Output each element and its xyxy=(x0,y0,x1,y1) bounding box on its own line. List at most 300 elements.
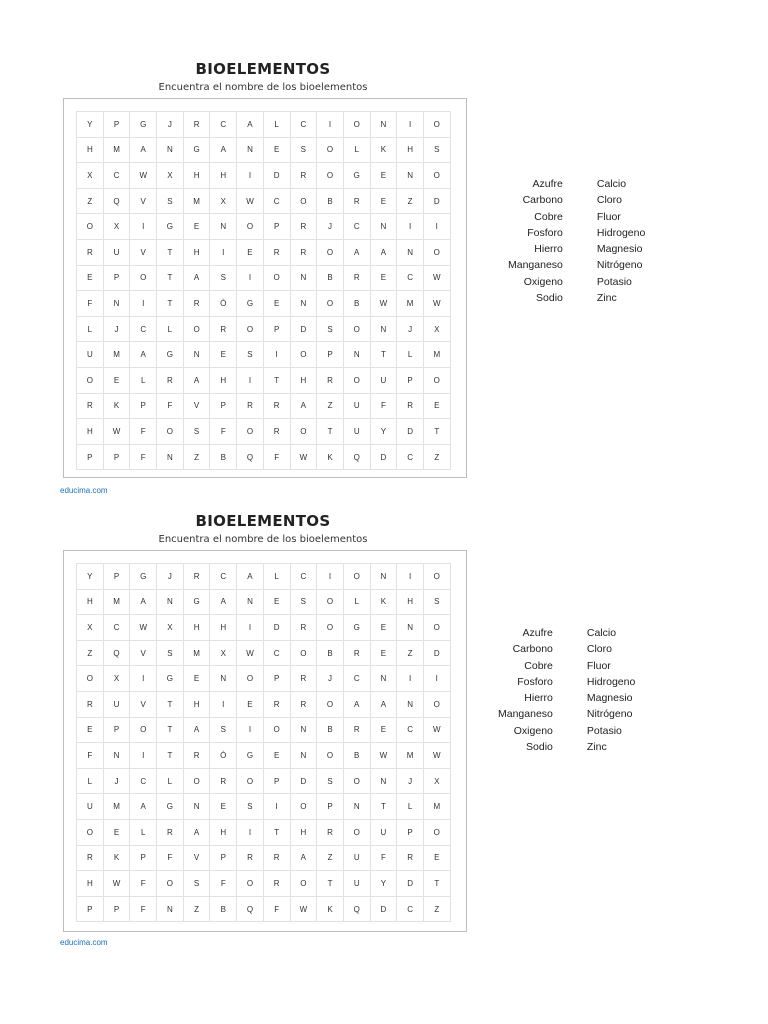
grid-cell[interactable]: N xyxy=(397,615,424,641)
grid-cell[interactable]: I xyxy=(210,240,237,266)
grid-cell[interactable]: A xyxy=(291,394,318,420)
grid-cell[interactable]: T xyxy=(317,419,344,445)
grid-cell[interactable]: R xyxy=(291,163,318,189)
grid-cell[interactable]: R xyxy=(317,820,344,846)
source-link[interactable]: educima.com xyxy=(60,938,108,947)
grid-cell[interactable]: N xyxy=(184,794,211,820)
grid-cell[interactable]: O xyxy=(424,240,451,266)
grid-cell[interactable]: O xyxy=(291,342,318,368)
grid-cell[interactable]: U xyxy=(344,846,371,872)
grid-cell[interactable]: J xyxy=(157,564,184,590)
grid-cell[interactable]: N xyxy=(371,112,398,138)
grid-cell[interactable]: O xyxy=(264,266,291,292)
grid-cell[interactable]: S xyxy=(210,718,237,744)
grid-cell[interactable]: F xyxy=(77,291,104,317)
grid-cell[interactable]: S xyxy=(157,189,184,215)
grid-cell[interactable]: O xyxy=(130,266,157,292)
grid-cell[interactable]: O xyxy=(291,794,318,820)
grid-cell[interactable]: D xyxy=(264,163,291,189)
grid-cell[interactable]: J xyxy=(317,214,344,240)
grid-cell[interactable]: N xyxy=(157,897,184,923)
grid-cell[interactable]: W xyxy=(371,291,398,317)
grid-cell[interactable]: D xyxy=(424,641,451,667)
grid-cell[interactable]: O xyxy=(237,419,264,445)
grid-cell[interactable]: X xyxy=(104,666,131,692)
grid-cell[interactable]: I xyxy=(237,266,264,292)
grid-cell[interactable]: P xyxy=(264,769,291,795)
grid-cell[interactable]: O xyxy=(424,564,451,590)
grid-cell[interactable]: W xyxy=(104,871,131,897)
grid-cell[interactable]: C xyxy=(264,189,291,215)
grid-cell[interactable]: G xyxy=(344,163,371,189)
grid-cell[interactable]: E xyxy=(210,794,237,820)
grid-cell[interactable]: R xyxy=(397,846,424,872)
grid-cell[interactable]: E xyxy=(264,743,291,769)
grid-cell[interactable]: N xyxy=(371,666,398,692)
grid-cell[interactable]: T xyxy=(264,368,291,394)
grid-cell[interactable]: F xyxy=(130,897,157,923)
grid-cell[interactable]: L xyxy=(344,138,371,164)
grid-cell[interactable]: N xyxy=(291,718,318,744)
grid-cell[interactable]: V xyxy=(130,189,157,215)
grid-cell[interactable]: E xyxy=(371,615,398,641)
grid-cell[interactable]: E xyxy=(184,666,211,692)
grid-cell[interactable]: R xyxy=(344,189,371,215)
grid-cell[interactable]: H xyxy=(210,615,237,641)
grid-cell[interactable]: T xyxy=(317,871,344,897)
grid-cell[interactable]: O xyxy=(344,820,371,846)
grid-cell[interactable]: Z xyxy=(77,641,104,667)
grid-cell[interactable]: B xyxy=(317,718,344,744)
grid-cell[interactable]: E xyxy=(371,189,398,215)
grid-cell[interactable]: W xyxy=(424,291,451,317)
grid-cell[interactable]: C xyxy=(210,564,237,590)
grid-cell[interactable]: P xyxy=(264,317,291,343)
grid-cell[interactable]: T xyxy=(157,240,184,266)
grid-cell[interactable]: Z xyxy=(397,641,424,667)
grid-cell[interactable]: U xyxy=(344,871,371,897)
grid-cell[interactable]: R xyxy=(157,820,184,846)
grid-cell[interactable]: O xyxy=(317,743,344,769)
grid-cell[interactable]: S xyxy=(424,590,451,616)
grid-cell[interactable]: L xyxy=(397,342,424,368)
grid-cell[interactable]: C xyxy=(344,666,371,692)
grid-cell[interactable]: O xyxy=(344,368,371,394)
grid-cell[interactable]: R xyxy=(237,846,264,872)
grid-cell[interactable]: Q xyxy=(104,189,131,215)
grid-cell[interactable]: J xyxy=(397,769,424,795)
grid-cell[interactable]: F xyxy=(264,445,291,471)
grid-cell[interactable]: X xyxy=(210,189,237,215)
grid-cell[interactable]: J xyxy=(104,769,131,795)
grid-cell[interactable]: P xyxy=(317,342,344,368)
grid-cell[interactable]: R xyxy=(291,666,318,692)
grid-cell[interactable]: O xyxy=(424,163,451,189)
grid-cell[interactable]: S xyxy=(184,871,211,897)
grid-cell[interactable]: E xyxy=(184,214,211,240)
grid-cell[interactable]: A xyxy=(130,342,157,368)
grid-cell[interactable]: O xyxy=(317,240,344,266)
grid-cell[interactable]: E xyxy=(264,138,291,164)
grid-cell[interactable]: B xyxy=(344,291,371,317)
grid-cell[interactable]: D xyxy=(264,615,291,641)
grid-cell[interactable]: W xyxy=(130,163,157,189)
grid-cell[interactable]: N xyxy=(104,291,131,317)
grid-cell[interactable]: P xyxy=(104,718,131,744)
grid-cell[interactable]: B xyxy=(344,743,371,769)
grid-cell[interactable]: Z xyxy=(184,897,211,923)
grid-cell[interactable]: S xyxy=(237,794,264,820)
grid-cell[interactable]: R xyxy=(344,641,371,667)
grid-cell[interactable]: P xyxy=(210,846,237,872)
grid-cell[interactable]: G xyxy=(157,214,184,240)
grid-cell[interactable]: R xyxy=(291,214,318,240)
grid-cell[interactable]: N xyxy=(291,291,318,317)
grid-cell[interactable]: D xyxy=(371,445,398,471)
grid-cell[interactable]: R xyxy=(264,692,291,718)
grid-cell[interactable]: I xyxy=(130,743,157,769)
grid-cell[interactable]: E xyxy=(77,718,104,744)
grid-cell[interactable]: W xyxy=(424,266,451,292)
grid-cell[interactable]: P xyxy=(397,820,424,846)
source-link[interactable]: educima.com xyxy=(60,486,108,495)
grid-cell[interactable]: B xyxy=(317,189,344,215)
grid-cell[interactable]: N xyxy=(397,163,424,189)
grid-cell[interactable]: S xyxy=(291,138,318,164)
grid-cell[interactable]: I xyxy=(237,163,264,189)
grid-cell[interactable]: U xyxy=(104,692,131,718)
grid-cell[interactable]: I xyxy=(130,291,157,317)
grid-cell[interactable]: O xyxy=(157,419,184,445)
grid-cell[interactable]: H xyxy=(184,163,211,189)
grid-cell[interactable]: M xyxy=(184,189,211,215)
grid-cell[interactable]: R xyxy=(77,692,104,718)
grid-cell[interactable]: N xyxy=(157,138,184,164)
grid-cell[interactable]: E xyxy=(371,718,398,744)
grid-cell[interactable]: O xyxy=(157,871,184,897)
grid-cell[interactable]: S xyxy=(317,317,344,343)
grid-cell[interactable]: W xyxy=(424,743,451,769)
grid-cell[interactable]: I xyxy=(264,342,291,368)
grid-cell[interactable]: L xyxy=(264,112,291,138)
grid-cell[interactable]: W xyxy=(130,615,157,641)
grid-cell[interactable]: T xyxy=(157,743,184,769)
grid-cell[interactable]: H xyxy=(184,692,211,718)
grid-cell[interactable]: K xyxy=(371,138,398,164)
grid-cell[interactable]: F xyxy=(157,394,184,420)
grid-cell[interactable]: I xyxy=(424,214,451,240)
grid-cell[interactable]: M xyxy=(104,590,131,616)
grid-cell[interactable]: C xyxy=(397,718,424,744)
grid-cell[interactable]: W xyxy=(291,445,318,471)
grid-cell[interactable]: O xyxy=(317,692,344,718)
grid-cell[interactable]: D xyxy=(291,769,318,795)
grid-cell[interactable]: I xyxy=(237,718,264,744)
grid-cell[interactable]: Q xyxy=(344,445,371,471)
grid-cell[interactable]: H xyxy=(77,871,104,897)
grid-cell[interactable]: R xyxy=(397,394,424,420)
grid-cell[interactable]: V xyxy=(130,240,157,266)
grid-cell[interactable]: W xyxy=(237,641,264,667)
grid-cell[interactable]: P xyxy=(104,897,131,923)
grid-cell[interactable]: G xyxy=(157,794,184,820)
grid-cell[interactable]: N xyxy=(184,342,211,368)
grid-cell[interactable]: C xyxy=(130,769,157,795)
grid-cell[interactable]: R xyxy=(264,419,291,445)
grid-cell[interactable]: D xyxy=(291,317,318,343)
grid-cell[interactable]: R xyxy=(291,615,318,641)
grid-cell[interactable]: E xyxy=(104,820,131,846)
grid-cell[interactable]: H xyxy=(291,368,318,394)
grid-cell[interactable]: T xyxy=(157,718,184,744)
grid-cell[interactable]: O xyxy=(237,871,264,897)
grid-cell[interactable]: R xyxy=(210,317,237,343)
grid-cell[interactable]: C xyxy=(130,317,157,343)
grid-cell[interactable]: O xyxy=(264,718,291,744)
grid-cell[interactable]: H xyxy=(397,590,424,616)
grid-cell[interactable]: Z xyxy=(397,189,424,215)
grid-cell[interactable]: E xyxy=(77,266,104,292)
grid-cell[interactable]: B xyxy=(317,266,344,292)
grid-cell[interactable]: U xyxy=(344,394,371,420)
grid-cell[interactable]: O xyxy=(317,163,344,189)
grid-cell[interactable]: C xyxy=(397,445,424,471)
grid-cell[interactable]: W xyxy=(104,419,131,445)
grid-cell[interactable]: O xyxy=(237,769,264,795)
grid-cell[interactable]: Ó xyxy=(210,291,237,317)
grid-cell[interactable]: T xyxy=(371,794,398,820)
grid-cell[interactable]: T xyxy=(157,692,184,718)
grid-cell[interactable]: Z xyxy=(424,897,451,923)
grid-cell[interactable]: W xyxy=(424,718,451,744)
grid-cell[interactable]: O xyxy=(424,615,451,641)
grid-cell[interactable]: O xyxy=(424,368,451,394)
grid-cell[interactable]: F xyxy=(371,846,398,872)
grid-cell[interactable]: N xyxy=(371,214,398,240)
grid-cell[interactable]: O xyxy=(424,112,451,138)
grid-cell[interactable]: C xyxy=(344,214,371,240)
grid-cell[interactable]: F xyxy=(130,871,157,897)
grid-cell[interactable]: R xyxy=(184,564,211,590)
grid-cell[interactable]: O xyxy=(77,820,104,846)
grid-cell[interactable]: A xyxy=(130,590,157,616)
grid-cell[interactable]: O xyxy=(237,666,264,692)
grid-cell[interactable]: L xyxy=(157,769,184,795)
grid-cell[interactable]: O xyxy=(130,718,157,744)
grid-cell[interactable]: E xyxy=(237,240,264,266)
grid-cell[interactable]: P xyxy=(104,266,131,292)
grid-cell[interactable]: R xyxy=(291,692,318,718)
grid-cell[interactable]: H xyxy=(397,138,424,164)
grid-cell[interactable]: R xyxy=(184,743,211,769)
grid-cell[interactable]: A xyxy=(184,718,211,744)
grid-cell[interactable]: M xyxy=(104,342,131,368)
grid-cell[interactable]: A xyxy=(237,564,264,590)
grid-cell[interactable]: O xyxy=(184,317,211,343)
grid-cell[interactable]: I xyxy=(397,214,424,240)
grid-cell[interactable]: O xyxy=(344,112,371,138)
grid-cell[interactable]: C xyxy=(104,163,131,189)
grid-cell[interactable]: J xyxy=(104,317,131,343)
grid-cell[interactable]: N xyxy=(104,743,131,769)
grid-cell[interactable]: R xyxy=(184,291,211,317)
grid-cell[interactable]: O xyxy=(237,317,264,343)
grid-cell[interactable]: D xyxy=(397,419,424,445)
grid-cell[interactable]: O xyxy=(237,214,264,240)
grid-cell[interactable]: T xyxy=(264,820,291,846)
grid-cell[interactable]: L xyxy=(344,590,371,616)
grid-cell[interactable]: T xyxy=(157,291,184,317)
grid-cell[interactable]: B xyxy=(210,897,237,923)
grid-cell[interactable]: H xyxy=(291,820,318,846)
grid-cell[interactable]: I xyxy=(130,214,157,240)
grid-cell[interactable]: F xyxy=(264,897,291,923)
grid-cell[interactable]: O xyxy=(291,189,318,215)
grid-cell[interactable]: P xyxy=(77,897,104,923)
grid-cell[interactable]: I xyxy=(237,368,264,394)
grid-cell[interactable]: P xyxy=(104,564,131,590)
grid-cell[interactable]: K xyxy=(104,394,131,420)
grid-cell[interactable]: O xyxy=(317,138,344,164)
grid-cell[interactable]: U xyxy=(344,419,371,445)
grid-cell[interactable]: U xyxy=(371,820,398,846)
grid-cell[interactable]: F xyxy=(210,871,237,897)
grid-cell[interactable]: P xyxy=(264,214,291,240)
grid-cell[interactable]: S xyxy=(317,769,344,795)
grid-cell[interactable]: O xyxy=(184,769,211,795)
grid-cell[interactable]: Z xyxy=(317,846,344,872)
grid-cell[interactable]: K xyxy=(317,445,344,471)
grid-cell[interactable]: K xyxy=(371,590,398,616)
grid-cell[interactable]: X xyxy=(157,615,184,641)
grid-cell[interactable]: G xyxy=(184,138,211,164)
grid-cell[interactable]: I xyxy=(397,666,424,692)
grid-cell[interactable]: T xyxy=(157,266,184,292)
grid-cell[interactable]: L xyxy=(157,317,184,343)
grid-cell[interactable]: N xyxy=(157,445,184,471)
grid-cell[interactable]: S xyxy=(237,342,264,368)
grid-cell[interactable]: I xyxy=(237,820,264,846)
grid-cell[interactable]: A xyxy=(184,368,211,394)
grid-cell[interactable]: J xyxy=(317,666,344,692)
grid-cell[interactable]: R xyxy=(210,769,237,795)
grid-cell[interactable]: F xyxy=(130,445,157,471)
grid-cell[interactable]: E xyxy=(264,590,291,616)
grid-cell[interactable]: M xyxy=(424,342,451,368)
grid-cell[interactable]: K xyxy=(317,897,344,923)
grid-cell[interactable]: A xyxy=(237,112,264,138)
grid-cell[interactable]: C xyxy=(210,112,237,138)
grid-cell[interactable]: I xyxy=(237,615,264,641)
grid-cell[interactable]: P xyxy=(104,445,131,471)
grid-cell[interactable]: P xyxy=(130,846,157,872)
grid-cell[interactable]: Ó xyxy=(210,743,237,769)
grid-cell[interactable]: B xyxy=(210,445,237,471)
grid-cell[interactable]: O xyxy=(344,564,371,590)
grid-cell[interactable]: H xyxy=(210,163,237,189)
grid-cell[interactable]: P xyxy=(130,394,157,420)
grid-cell[interactable]: M xyxy=(104,794,131,820)
grid-cell[interactable]: V xyxy=(130,641,157,667)
grid-cell[interactable]: X xyxy=(424,317,451,343)
grid-cell[interactable]: U xyxy=(77,794,104,820)
grid-cell[interactable]: X xyxy=(424,769,451,795)
grid-cell[interactable]: N xyxy=(397,692,424,718)
grid-cell[interactable]: G xyxy=(237,291,264,317)
grid-cell[interactable]: N xyxy=(237,138,264,164)
grid-cell[interactable]: R xyxy=(264,394,291,420)
grid-cell[interactable]: R xyxy=(237,394,264,420)
grid-cell[interactable]: R xyxy=(317,368,344,394)
grid-cell[interactable]: O xyxy=(291,641,318,667)
grid-cell[interactable]: W xyxy=(371,743,398,769)
grid-cell[interactable]: O xyxy=(317,291,344,317)
grid-cell[interactable]: Z xyxy=(317,394,344,420)
grid-cell[interactable]: N xyxy=(344,794,371,820)
grid-cell[interactable]: G xyxy=(157,342,184,368)
grid-cell[interactable]: A xyxy=(371,692,398,718)
grid-cell[interactable]: C xyxy=(291,112,318,138)
grid-cell[interactable]: O xyxy=(344,769,371,795)
grid-cell[interactable]: D xyxy=(397,871,424,897)
grid-cell[interactable]: F xyxy=(210,419,237,445)
grid-cell[interactable]: R xyxy=(264,846,291,872)
grid-cell[interactable]: L xyxy=(130,368,157,394)
grid-cell[interactable]: M xyxy=(424,794,451,820)
grid-cell[interactable]: N xyxy=(371,564,398,590)
grid-cell[interactable]: M xyxy=(397,743,424,769)
grid-cell[interactable]: A xyxy=(184,820,211,846)
grid-cell[interactable]: O xyxy=(317,590,344,616)
grid-cell[interactable]: O xyxy=(291,871,318,897)
grid-cell[interactable]: F xyxy=(371,394,398,420)
grid-cell[interactable]: P xyxy=(104,112,131,138)
grid-cell[interactable]: R xyxy=(264,871,291,897)
grid-cell[interactable]: I xyxy=(317,112,344,138)
grid-cell[interactable]: X xyxy=(210,641,237,667)
grid-cell[interactable]: X xyxy=(77,163,104,189)
grid-cell[interactable]: R xyxy=(344,718,371,744)
grid-cell[interactable]: H xyxy=(184,240,211,266)
grid-cell[interactable]: N xyxy=(237,590,264,616)
grid-cell[interactable]: R xyxy=(291,240,318,266)
grid-cell[interactable]: S xyxy=(157,641,184,667)
grid-cell[interactable]: Z xyxy=(424,445,451,471)
grid-cell[interactable]: P xyxy=(77,445,104,471)
grid-cell[interactable]: G xyxy=(344,615,371,641)
grid-cell[interactable]: X xyxy=(104,214,131,240)
grid-cell[interactable]: Q xyxy=(344,897,371,923)
grid-cell[interactable]: O xyxy=(77,666,104,692)
grid-cell[interactable]: O xyxy=(77,214,104,240)
grid-cell[interactable]: E xyxy=(104,368,131,394)
grid-cell[interactable]: H xyxy=(210,368,237,394)
grid-cell[interactable]: T xyxy=(371,342,398,368)
grid-cell[interactable]: O xyxy=(424,692,451,718)
grid-cell[interactable]: Q xyxy=(237,897,264,923)
grid-cell[interactable]: S xyxy=(210,266,237,292)
grid-cell[interactable]: R xyxy=(264,240,291,266)
grid-cell[interactable]: M xyxy=(397,291,424,317)
grid-cell[interactable]: R xyxy=(77,240,104,266)
grid-cell[interactable]: O xyxy=(317,615,344,641)
grid-cell[interactable]: K xyxy=(104,846,131,872)
grid-cell[interactable]: E xyxy=(210,342,237,368)
grid-cell[interactable]: C xyxy=(397,897,424,923)
grid-cell[interactable]: O xyxy=(291,419,318,445)
grid-cell[interactable]: L xyxy=(77,769,104,795)
grid-cell[interactable]: N xyxy=(371,769,398,795)
